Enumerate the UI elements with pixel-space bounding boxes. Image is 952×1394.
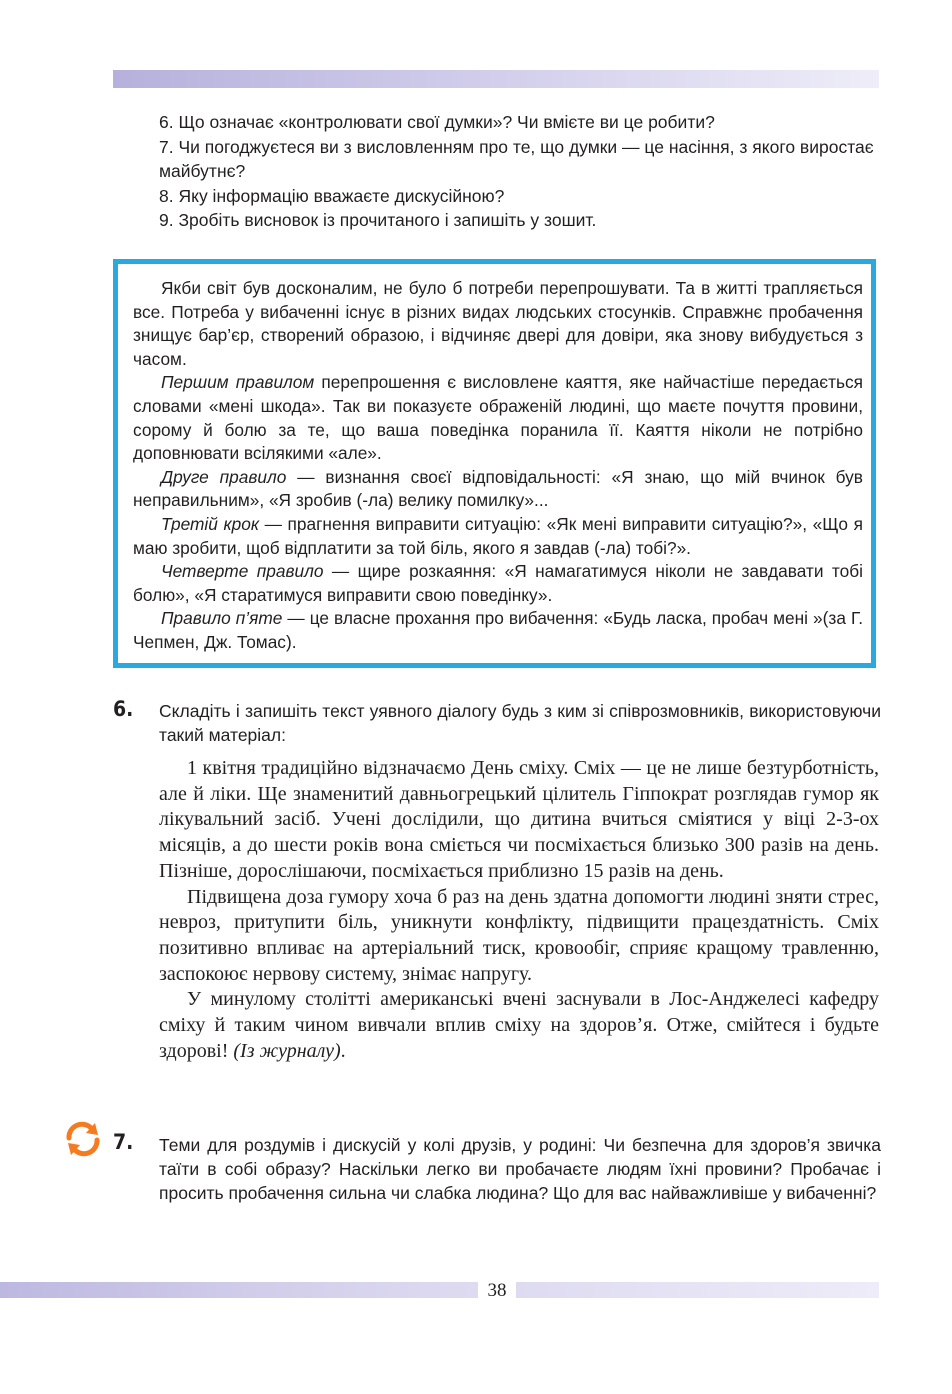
task-7-text: Теми для роздумів і дискусій у колі друзів, у родині: Чи безпечна для здоров’я звичка таїти в собі образу? Наскільки легко ви пробачаєте людям їхні провини? Пробачає і просить пробачення сильна чи слабка людина? Що для вас найважливіше у вибаченні? bbox=[159, 1135, 881, 1203]
page-number: 38 bbox=[487, 1280, 507, 1301]
task-7-number: 7. bbox=[113, 1130, 134, 1154]
apology-info-box bbox=[113, 259, 876, 668]
rule-1-title: Першим правилом bbox=[161, 372, 315, 393]
laughter-article bbox=[159, 756, 879, 1064]
article-paragraph-1: 1 квітня традиційно відзначаємо День сміху. Сміх — це не лише безтурботність, але й ліки. Ще знаменитий давньогрецький цілитель Гіппократ розглядав гумор як лікувальний засіб. Учені дослідили, що дитина вчиться сміятися у віці 2-3-ох місяців, а до шести років вона сміється чи посміхається близько 300 разів на день. Пізніше, дорослішаючи, посміхається приблизно 15 разів на день. bbox=[159, 757, 879, 882]
question-item: 6. Що означає «контролювати свої думки»? Чи вмієте ви це робити? bbox=[159, 112, 715, 132]
questions-list bbox=[159, 110, 881, 233]
article-source-end: . bbox=[340, 1039, 346, 1062]
refresh-icon bbox=[62, 1121, 104, 1157]
task-6-number: 6. bbox=[113, 697, 134, 721]
rule-2-text: — визнання своєї відповідальності: «Я знаю, що мій вчинок був неправильним», «Я зробив (-ла) велику помилку»... bbox=[133, 466, 863, 511]
rule-3-text: — прагнення виправити ситуацію: «Як мені виправити ситуацію?», «Що я маю зробити, щоб відплатити за той біль, якого я завдав (-ла) тобі?». bbox=[133, 513, 863, 558]
footer-band-left bbox=[0, 1282, 478, 1298]
header-decorative-band bbox=[113, 70, 879, 88]
question-item: 9. Зробіть висновок із прочитаного і запишіть у зошит. bbox=[159, 210, 597, 230]
article-paragraph-3-text: У минулому столітті американські вчені заснували в Лос-Анджелесі кафедру сміху й таким чином вивчали вплив сміху на здоров’я. Отже, смійтеся і будьте здорові! bbox=[159, 988, 879, 1062]
rule-5-text: — це власне прохання про вибачення: «Будь ласка, пробач мені »(за Г. Чепмен, Дж. Томас). bbox=[133, 608, 864, 652]
rule-1-text: перепрошення є висловлене каяття, яке найчастіше передається словами «мені шкода». Так ви показуєте ображеній людині, що маєте почуття провини, сорому й болю за те, що ваша поведінка поранила її. Каяття ніколи не потрібно доповнювати всілякими «але». bbox=[133, 372, 863, 464]
question-item: 7. Чи погоджуєтеся ви з висловленням про те, що думки — це насіння, з якого виростає майбутнє? bbox=[159, 136, 874, 181]
article-source: (Із журналу) bbox=[233, 1039, 341, 1062]
rule-4-text: — щире розкаяння: «Я намагатимуся ніколи не завдавати тобі болю», «Я старатимуся виправити свою поведінку». bbox=[133, 561, 863, 605]
question-item: 8. Яку інформацію вважаєте дискусійною? bbox=[159, 185, 505, 206]
rule-4 bbox=[133, 560, 863, 607]
rule-2 bbox=[133, 466, 863, 513]
rule-5-title: Правило п’яте bbox=[161, 608, 283, 629]
article-paragraph-3 bbox=[159, 987, 879, 1064]
rule-1 bbox=[133, 371, 863, 465]
rule-3-title: Третій крок bbox=[161, 513, 260, 534]
task-7-instruction bbox=[159, 1133, 881, 1205]
rule-5 bbox=[133, 607, 863, 654]
footer-band-right bbox=[516, 1282, 879, 1298]
task-6-text: Складіть і запишіть текст уявного діалогу будь з ким зі співрозмовників, використовуючи такий матеріал: bbox=[159, 701, 881, 745]
info-intro: Якби світ був досконалим, не було б потреби перепрошувати. Та в житті трапляється все. Потреба у вибаченні існує в різних видах людських стосунків. Справжнє пробачення знищує бар’єр, створений образою, і відчиняє двері для довіри, яка знову вибудується з часом. bbox=[133, 278, 863, 369]
task-6-instruction bbox=[159, 699, 881, 747]
article-paragraph-2: Підвищена доза гумору хоча б раз на день здатна допомогти людині зняти стрес, невроз, притупити біль, уникнути конфлікту, підвищити працездатність. Сміх позитивно впливає на артеріальний тиск, кровообіг, сприяє кращому травленню, заспокоює нервову систему, знімає напругу. bbox=[159, 885, 879, 985]
rule-2-title: Друге правило bbox=[161, 466, 287, 487]
rule-4-title: Четверте правило bbox=[161, 561, 324, 582]
rule-3 bbox=[133, 513, 863, 560]
info-box-text bbox=[133, 277, 863, 655]
